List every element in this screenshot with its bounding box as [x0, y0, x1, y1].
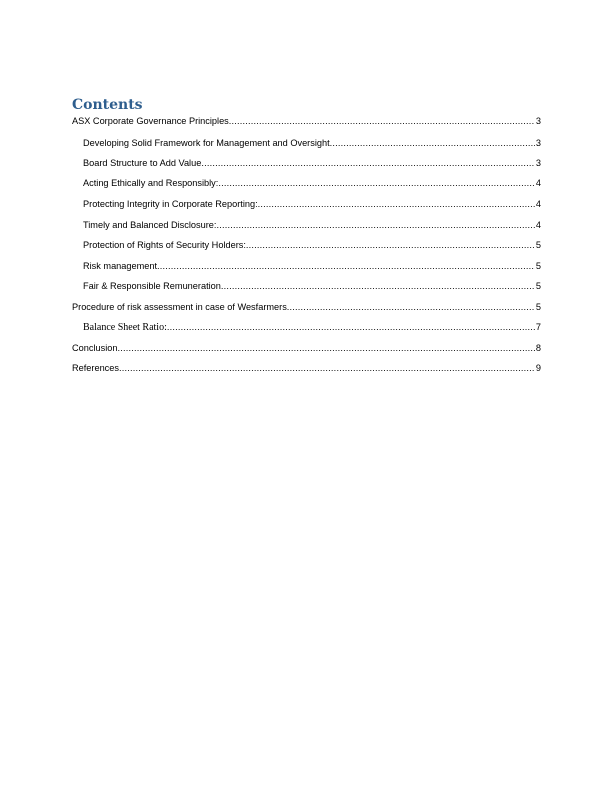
toc-entry-label: Fair & Responsible Remuneration	[83, 281, 221, 291]
toc-entry-solid-framework[interactable]	[83, 136, 541, 150]
toc-page-number: 3	[535, 138, 541, 148]
dot-leader	[218, 176, 535, 190]
toc-entry-label: Board Structure to Add Value	[83, 158, 202, 168]
toc-page-number: 9	[535, 363, 541, 373]
toc-page-number: 4	[535, 199, 541, 209]
dot-leader	[287, 300, 535, 314]
toc-page-number: 4	[535, 178, 541, 188]
toc-entry-remuneration[interactable]	[83, 279, 541, 293]
dot-leader	[330, 136, 535, 150]
toc-page-number: 7	[535, 322, 541, 332]
toc-page-number: 5	[535, 302, 541, 312]
dot-leader	[201, 156, 535, 170]
toc-entry-risk-assessment[interactable]	[72, 300, 541, 314]
dot-leader	[157, 259, 535, 273]
toc-entry-label: Conclusion	[72, 343, 118, 353]
toc-entry-label: Procedure of risk assessment in case of Wesfarmers	[72, 302, 287, 312]
toc-entry-timely-disclosure[interactable]	[83, 218, 541, 232]
toc-entry-conclusion[interactable]	[72, 341, 541, 355]
dot-leader	[167, 320, 535, 334]
toc-entry-references[interactable]	[72, 361, 541, 375]
toc-entry-asx-principles[interactable]	[72, 114, 541, 128]
toc-page-number: 4	[535, 220, 541, 230]
toc-entry-label: References	[72, 363, 119, 373]
toc-page-number: 5	[535, 261, 541, 271]
toc-entry-risk-management[interactable]	[83, 259, 541, 273]
toc-entry-balance-sheet-ratio[interactable]	[83, 320, 541, 334]
dot-leader	[246, 238, 535, 252]
toc-page-number: 5	[535, 281, 541, 291]
toc-entry-label: Timely and Balanced Disclosure:	[83, 220, 217, 230]
dot-leader	[119, 361, 535, 375]
toc-page-number: 3	[535, 158, 541, 168]
toc-entry-label: Protecting Integrity in Corporate Reporting:	[83, 199, 258, 209]
toc-entry-security-holders[interactable]	[83, 238, 541, 252]
toc-entry-label: Protection of Rights of Security Holders:	[83, 240, 246, 250]
toc-entry-label: Developing Solid Framework for Management and Oversight	[83, 138, 330, 148]
dot-leader	[221, 279, 535, 293]
toc-page-number: 5	[535, 240, 541, 250]
dot-leader	[216, 218, 534, 232]
toc-entry-acting-ethically[interactable]	[83, 176, 541, 190]
toc-page-number: 8	[535, 343, 541, 353]
toc-heading: Contents	[72, 97, 143, 113]
toc-entry-integrity-reporting[interactable]	[83, 197, 541, 211]
toc-entry-label: ASX Corporate Governance Principles	[72, 116, 229, 126]
dot-leader	[258, 197, 535, 211]
toc-entry-board-structure[interactable]	[83, 156, 541, 170]
toc-entry-label: Balance Sheet Ratio:	[83, 322, 167, 333]
dot-leader	[117, 341, 534, 355]
toc-entry-label: Acting Ethically and Responsibly:	[83, 178, 219, 188]
dot-leader	[229, 114, 535, 128]
toc-page-number: 3	[535, 116, 541, 126]
toc-entry-label: Risk management	[83, 261, 158, 271]
